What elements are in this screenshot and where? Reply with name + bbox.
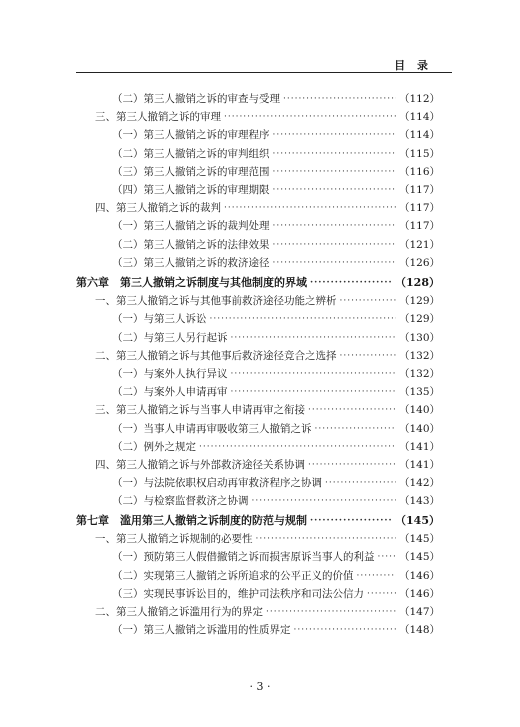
leader-dots <box>273 146 396 162</box>
toc-entry-title: 第七章 滥用第三人撤销之诉制度的防范与规制 <box>76 514 307 527</box>
leader-dots <box>224 200 396 216</box>
toc-entry-page: （129） <box>398 313 440 326</box>
toc-entry-title: 第六章 第三人撤销之诉制度与其他制度的界域 <box>76 276 307 289</box>
toc-entry <box>112 549 440 565</box>
toc-entry-title: （一）第三人撤销之诉的审理程序 <box>112 129 270 142</box>
toc-entry-page: （132） <box>398 368 440 380</box>
toc-entry-title: 二、第三人撤销之诉与其他事后救济途径竞合之选择 <box>95 349 337 362</box>
toc-entry-page: （115） <box>398 147 440 160</box>
header-title: 目 录 <box>394 59 432 72</box>
toc-entry-page: （140） <box>398 404 440 417</box>
toc-entry-title: （一）与法院依职权启动再审救济程序之协调 <box>112 477 322 490</box>
toc-entry <box>95 604 440 620</box>
toc-entry-title: （二）与第三人另行起诉 <box>112 331 228 344</box>
toc-entry <box>112 146 440 162</box>
leader-dots <box>308 402 396 418</box>
page-number: · 3 · <box>249 680 271 693</box>
toc-entry-page: （117） <box>398 202 440 215</box>
toc-entry-title: 一、第三人撤销之诉与其他事前救济途径功能之辨析 <box>95 295 337 308</box>
leader-dots <box>367 586 396 602</box>
leader-dots <box>231 366 396 382</box>
toc-entry-page: （140） <box>398 422 440 435</box>
toc-entry-page: （121） <box>398 238 440 251</box>
toc-entry-page: （128） <box>395 276 440 289</box>
toc-entry-page: （141） <box>398 459 440 471</box>
toc-entry-page: （148） <box>398 624 440 637</box>
leader-dots <box>340 293 396 309</box>
toc-chapter-entry <box>76 513 440 529</box>
toc-entry <box>112 622 440 638</box>
leader-dots <box>315 421 396 437</box>
toc-entry <box>112 237 440 253</box>
toc-entry <box>95 200 440 216</box>
toc-entry-page: （129） <box>398 295 440 308</box>
toc-chapter-entry <box>76 275 440 291</box>
toc-entry <box>112 421 440 437</box>
toc-entry-title: （四）第三人撤销之诉的审理期限 <box>112 184 270 196</box>
leader-dots <box>294 622 396 638</box>
toc-entry <box>112 493 440 509</box>
leader-dots <box>310 275 392 291</box>
toc-entry-page: （145） <box>398 551 440 564</box>
leader-dots <box>378 549 396 565</box>
leader-dots <box>199 439 396 455</box>
toc-entry-title: （一）当事人申请再审吸收第三人撤销之诉 <box>112 422 312 435</box>
toc-entry-title: （一）与第三人诉讼 <box>112 313 207 326</box>
toc-entry-page: （117） <box>398 184 440 196</box>
toc-entry-page: （126） <box>398 256 440 269</box>
toc-entry-title: （三）第三人撤销之诉的救济途径 <box>112 256 270 269</box>
toc-entry-title: 三、第三人撤销之诉的审理 <box>95 111 221 124</box>
leader-dots <box>283 91 396 107</box>
toc-entry-page: （112） <box>398 93 440 105</box>
toc-entry-page: （130） <box>398 331 440 344</box>
leader-dots <box>256 531 396 547</box>
toc-entry-page: （147） <box>398 606 440 618</box>
toc-entry <box>95 457 440 473</box>
leader-dots <box>231 330 396 346</box>
leader-dots <box>266 604 396 620</box>
toc-entry-title: （二）第三人撤销之诉的审查与受理 <box>112 93 280 105</box>
toc-entry <box>112 91 440 107</box>
toc-entry-title: 四、第三人撤销之诉的裁判 <box>95 202 221 215</box>
leader-dots <box>273 255 396 271</box>
toc-entry-page: （116） <box>398 165 440 178</box>
toc-entry-title: （一）预防第三人假借撤销之诉而损害原诉当事人的利益 <box>112 551 375 564</box>
toc-entry-page: （135） <box>398 386 440 399</box>
toc-entry <box>112 586 440 602</box>
toc-entry-page: （146） <box>398 569 440 582</box>
toc-entry <box>112 475 440 491</box>
leader-dots <box>224 109 396 125</box>
leader-dots <box>273 182 396 198</box>
toc-entry-title: （三）实现民事诉讼目的，维护司法秩序和司法公信力 <box>112 587 364 600</box>
toc-entry-title: （二）与案外人申请再审 <box>112 386 228 399</box>
toc-entry <box>112 330 440 346</box>
leader-dots <box>273 164 396 180</box>
toc-entry-page: （142） <box>398 477 440 490</box>
leader-dots <box>310 513 392 529</box>
leader-dots <box>231 384 396 400</box>
leader-dots <box>273 218 396 234</box>
toc-entry <box>95 348 440 364</box>
leader-dots <box>273 237 396 253</box>
toc-entry-page: （145） <box>398 533 440 546</box>
toc-entry <box>112 182 440 198</box>
toc-entry-page: （143） <box>398 495 440 508</box>
toc-entry-title: （二）与检察监督救济之协调 <box>112 495 249 508</box>
toc-entry-page: （141） <box>398 440 440 453</box>
toc-entry <box>112 439 440 455</box>
toc-entry-page: （114） <box>398 129 440 142</box>
toc-entry <box>112 127 440 143</box>
toc-entry-title: （二）第三人撤销之诉的审判组织 <box>112 147 270 160</box>
toc-entry-title: （二）第三人撤销之诉的法律效果 <box>112 238 270 251</box>
toc-entry-page: （114） <box>398 111 440 124</box>
toc-entry <box>112 366 440 382</box>
toc-entry-page: （132） <box>398 349 440 362</box>
toc-entry-title: （三）第三人撤销之诉的审理范围 <box>112 165 270 178</box>
leader-dots <box>357 568 396 584</box>
toc-entry <box>112 218 440 234</box>
leader-dots <box>325 475 396 491</box>
toc-entry <box>112 255 440 271</box>
toc-entry <box>95 109 440 125</box>
toc-entry-title: （二）例外之规定 <box>112 440 196 453</box>
toc-entry-title: （一）第三人撤销之诉滥用的性质界定 <box>112 624 291 637</box>
leader-dots <box>340 348 396 364</box>
toc-entry-title: （一）第三人撤销之诉的裁判处理 <box>112 220 270 233</box>
toc-entry <box>112 311 440 327</box>
toc-entry <box>112 568 440 584</box>
running-header <box>76 58 452 73</box>
toc-entry-title: 四、第三人撤销之诉与外部救济途径关系协调 <box>95 459 305 471</box>
toc-entry-page: （146） <box>398 587 440 600</box>
toc-entry-title: 三、第三人撤销之诉与当事人申请再审之衔接 <box>95 404 305 417</box>
toc-entry-page: （117） <box>398 220 440 233</box>
toc-entry <box>95 402 440 418</box>
toc-entry-title: 一、第三人撤销之诉规制的必要性 <box>95 533 253 546</box>
toc-entry <box>95 531 440 547</box>
toc-entry <box>95 293 440 309</box>
toc-entry-title: 二、第三人撤销之诉滥用行为的界定 <box>95 606 263 618</box>
leader-dots <box>308 457 396 473</box>
toc-entry-title: （一）与案外人执行异议 <box>112 368 228 380</box>
leader-dots <box>252 493 396 509</box>
toc-entry <box>112 384 440 400</box>
toc-entry-title: （二）实现第三人撤销之诉所追求的公平正义的价值 <box>112 569 354 582</box>
leader-dots <box>273 127 396 143</box>
toc-entry-page: （145） <box>395 514 440 527</box>
toc-entry <box>112 164 440 180</box>
leader-dots <box>210 311 396 327</box>
